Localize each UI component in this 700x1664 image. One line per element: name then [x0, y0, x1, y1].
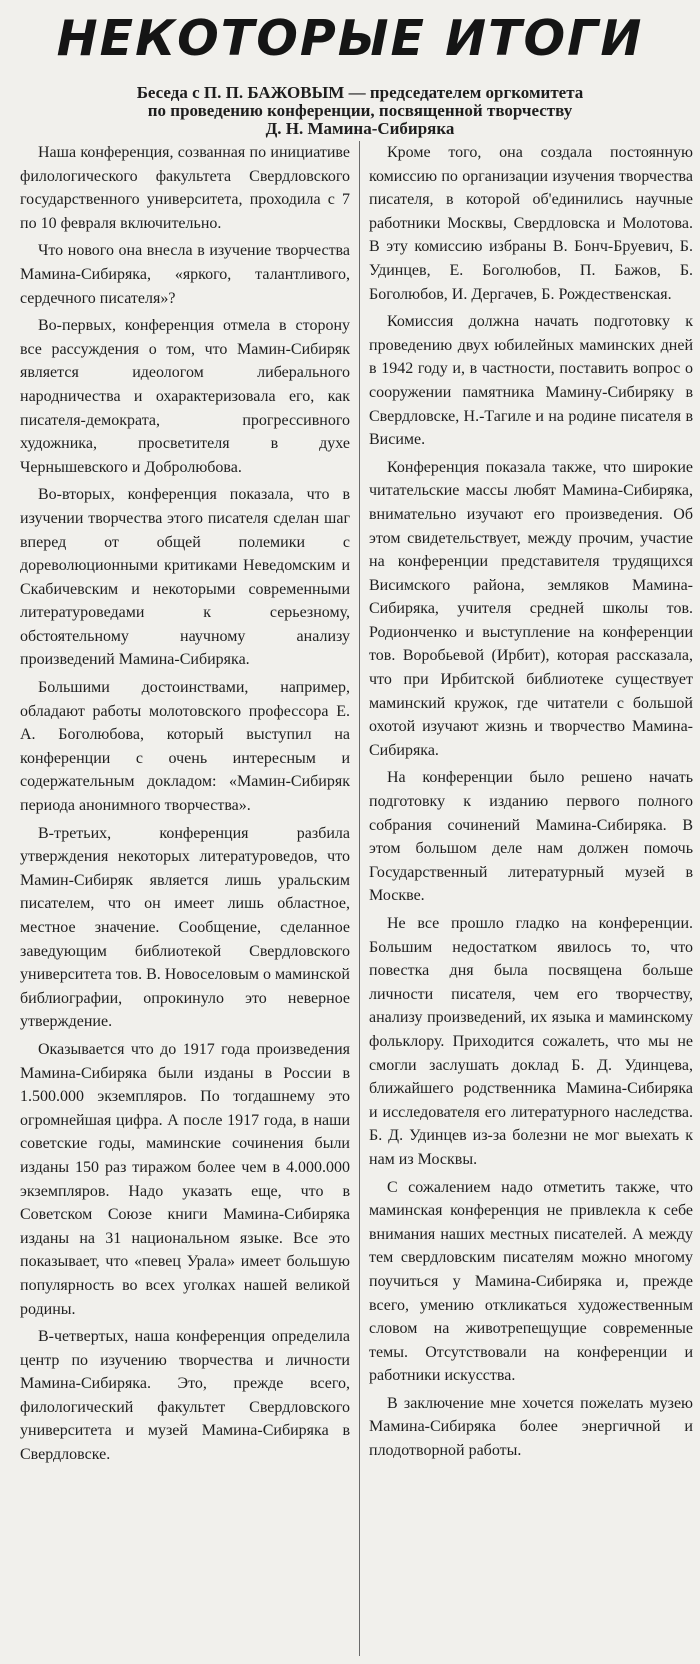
paragraph: Во-первых, конференция отмела в сторону все рассуждения о том, что Мамин-Сибиряк является идеологом либерального народничества и охарактеризовала его, как писателя-демократа, прогрессивного художника, просветителя в духе Чернышевского и Добролюбова.: [20, 317, 350, 476]
paragraph: В-четвертых, наша конференция определила центр по изучению творчества и личности Мамина-Сибиряка. Это, прежде всего, филологический факультет Свердловского университета и музей Мамина-Сибиряка в Свердловске.: [20, 1328, 350, 1464]
paragraph: На конференции было решено начать подготовку к изданию первого полного собрания сочинений Мамина-Сибиряка. В этом большом деле нам должен помочь Государственный литературный музей в Москве.: [369, 769, 693, 905]
paragraph: В заключение мне хочется пожелать музею Мамина-Сибиряка более энергичной и плодотворной работы.: [369, 1394, 693, 1460]
column-divider: [359, 141, 360, 1656]
paragraph: Наша конференция, созванная по инициативе филологического факультета Свердловского государственного университета, проходила с 7 по 10 февраля включительно.: [20, 144, 350, 232]
subtitle-line: по проведению конференции, посвященной творчеству: [147, 101, 573, 120]
paragraph: Комиссия должна начать подготовку к проведению двух юбилейных маминских дней в 1942 году и, в частности, поставить вопрос о сооружении памятника Мамину-Сибиряку в Свердловске, Н.-Тагиле и на родине писателя в Висиме.: [369, 313, 693, 449]
subtitle-line: Д. Н. Мамина-Сибиряка: [265, 119, 455, 138]
article-subtitle: [60, 84, 660, 138]
paragraph: Конференция показала также, что широкие читательские массы любят Мамина-Сибиряка, внимательно изучают его произведения. Об этом свидетельствует, между прочим, участие на конференции представителя трудящихся Висимского района, земляков Мамина-Сибиряка, учителя средней школы тов. Родионченко и выступление на конференции тов. Воробьевой (Ирбит), которая рассказала, что при Ирбитской библиотеке существует маминский кружок, где читатели с большой охотой изучают жизнь и творчество Мамина-Сибиряка.: [369, 458, 693, 759]
paragraph: В-третьих, конференция разбила утверждения некоторых литературоведов, что Мамин-Сибиряк является лишь уральским писателем, что он имеет лишь областное, местное значение. Сообщение, сделанное заведующим библиотекой Свердловского университета тов. В. Новоселовым о маминской библиографии, опрокинуло это неверное утверждение.: [20, 824, 350, 1031]
left-column: [20, 141, 350, 1471]
paragraph: Большими достоинствами, например, обладают работы молотовского профессора Е. А. Боголюбова, который выступил на конференции с очень интересным и содержательным докладом: «Мамин-Сибиряк периода анонимного творчества».: [20, 679, 350, 815]
subtitle-line: Беседа с П. П. БАЖОВЫМ — председателем оргкомитета: [136, 83, 584, 102]
paragraph: Что нового она внесла в изучение творчества Мамина-Сибиряка, «яркого, талантливого, сердечного писателя»?: [20, 242, 350, 307]
paragraph: Кроме того, она создала постоянную комиссию по организации изучения творчества писателя, в которой об'единились научные работники Москвы, Свердловска и Молотова. В эту комиссию избраны В. Бонч-Бруевич, Б. Удинцев, Е. Боголюбов, П. Бажов, Б. Боголюбов, И. Дергачев, Б. Рождественская.: [369, 144, 693, 303]
paragraph: Оказывается что до 1917 года произведения Мамина-Сибиряка были изданы в России в 1.500.000 экземпляров. По тогдашнему это огромнейшая цифра. А после 1917 года, в наши советские годы, маминские сочинения были изданы 150 раз тиражом более чем в 4.000.000 экземпляров. Надо указать еще, что в Советском Союзе книги Мамина-Сибиряка изданы на 31 национальном языке. Все это показывает, что «певец Урала» имеет большую популярность во всех уголках нашей великой родины.: [20, 1040, 350, 1318]
paragraph: Не все прошло гладко на конференции. Большим недостатком явилось то, что повестка дня была посвящена больше личности писателя, чем его творчеству, анализу произведений, их языка и маминскому фольклору. Приходится сожалеть, что мы не смогли заслушать доклад Б. Д. Удинцева, ближайшего родственника Мамина-Сибиряка и исследователя его литературного наследства. Б. Д. Удинцев из-за болезни не мог выехать к нам из Москвы.: [369, 915, 693, 1168]
paragraph: Во-вторых, конференция показала, что в изучении творчества этого писателя сделан шаг вперед от общей полемики с дореволюционными критиками Неведомским и Скабичевским и некоторыми современными литературоведами к серьезному, обстоятельному научному анализу произведений Мамина-Сибиряка.: [20, 486, 350, 669]
paragraph: С сожалением надо отметить также, что маминская конференция не привлекла к себе внимания наших местных писателей. А между тем свердловским писателям можно многому поучиться у Мамина-Сибиряка и, прежде всего, умению откликаться художественным словом на животрепещущие современные темы. Отсутствовали на конференции и работники искусства.: [369, 1178, 693, 1385]
article-headline: НЕКОТОРЫЕ ИТОГИ: [56, 10, 644, 67]
right-column: [369, 141, 693, 1467]
